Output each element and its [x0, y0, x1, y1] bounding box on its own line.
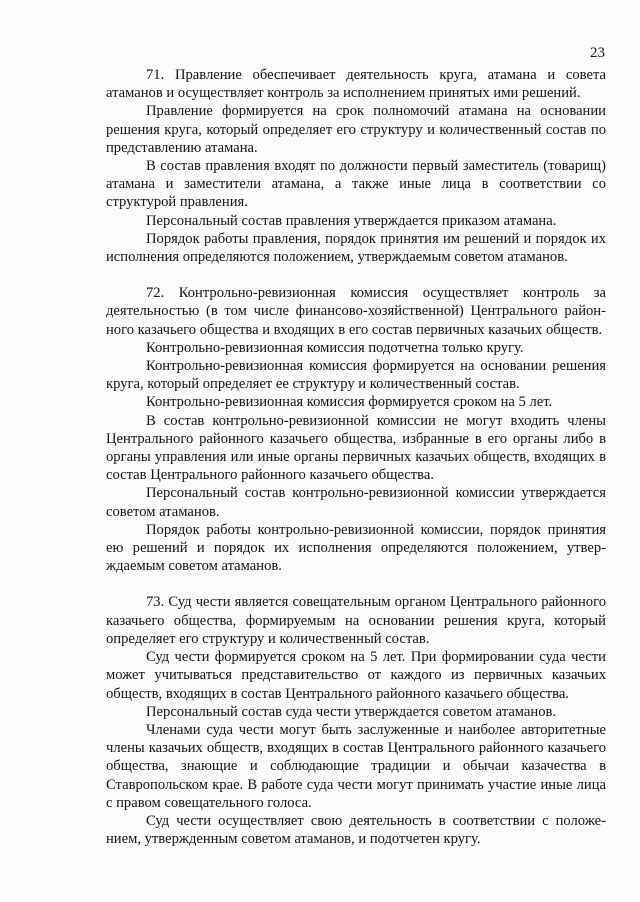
paragraph: Порядок работы контрольно-ревизионной комиссии, порядок принятия ею решений и порядок их исполнения определяются положением, утверждаемым советом атаманов. [106, 521, 606, 575]
paragraph: Суд чести формируется сроком на 5 лет. При формировании суда чести может учитываться представительство от каждого из первичных казачьих обществ, входящих в состав Центрального районного казачьего общества. [106, 649, 606, 702]
paragraph: Контрольно-ревизионная комиссия подотчетна только кругу. [146, 339, 524, 356]
paragraph: В состав правления входят по должности первый заместитель (товарищ) атамана и заместители атамана, а также иные лица в соответствии со структурой правления. [106, 158, 606, 211]
paragraph: Суд чести осуществляет свою деятельность в соответствии с положением, утвержденным советом атаманов, и подотчетен кругу. [106, 812, 606, 848]
paragraph: Контрольно-ревизионная комиссия формируется сроком на 5 лет. [146, 394, 553, 411]
paragraph: В состав контрольно-ревизионной комиссии не могут входить члены Центрального районного казачьего общества, избранные в его органы либо в органы управления или иные органы первичных казачьих обществ, входящих в состав Центрального районного казачьего общества. [106, 412, 606, 484]
document-body [106, 66, 606, 848]
paragraph: Правление формируется на срок полномочий атамана на основании решения круга, который определяет его структуру и количественный состав по представлению атамана. [106, 103, 606, 156]
paragraph-71-intro: 71. Правление обеспечивает деятельность круга, атамана и совета атаманов и осуществляет контроль за исполнением принятых ими решений. [106, 67, 606, 102]
page-number: 23 [590, 45, 605, 61]
paragraph: Членами суда чести могут быть заслуженные и наиболее авторитетные члены казачьих обществ, входящих в состав Центрального районного казачьего общества, знающие и соблюдающие традиции и обычаи казачества в Ставропольском крае. В работе суда чести могут принимать участие иные лица с правом совещательного голоса. [106, 721, 606, 811]
paragraph: Контрольно-ревизионная комиссия формируется на основании решения круга, который определяет ее структуру и количественный состав. [106, 358, 606, 393]
paragraph: Персональный состав суда чести утверждается советом атаманов. [146, 703, 557, 720]
paragraph: Персональный состав правления утверждается приказом атамана. [146, 212, 557, 229]
paragraph-73-intro: 73. Суд чести является совещательным органом Центрального районного казачьего общества, формируемым на основании решения круга, который определяет его структуру и количественный состав. [106, 594, 606, 647]
paragraph-72-intro: 72. Контрольно-ревизионная комиссия осуществляет контроль за деятельностью (в том числе финансово-хозяйственной) Центрального районного казачьего общества и входящих в его состав первичных казачьих обществ. [106, 285, 606, 338]
paragraph: Порядок работы правления, порядок принятия им решений и порядок их исполнения определяются положением, утверждаемым советом атаманов. [106, 230, 606, 266]
paragraph: Персональный состав контрольно-ревизионной комиссии утверждается советом атаманов. [106, 485, 606, 520]
